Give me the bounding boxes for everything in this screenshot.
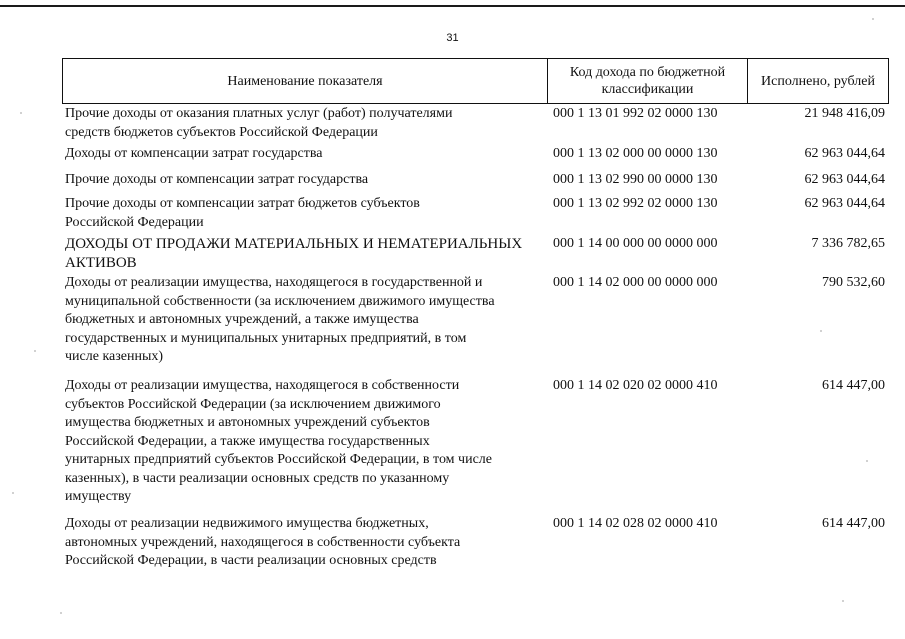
row-amount: 7 336 782,65 xyxy=(811,236,885,251)
row-code: 000 1 13 02 000 00 0000 130 xyxy=(553,146,718,161)
row-name: Прочие доходы от оказания платных услуг (работ) получателями средств бюджетов субъектов Российской Федерации xyxy=(65,106,453,140)
row-amount: 790 532,60 xyxy=(822,275,885,290)
row-amount: 62 963 044,64 xyxy=(804,172,885,187)
row-code: 000 1 13 02 990 00 0000 130 xyxy=(553,172,718,187)
row-name: Доходы от компенсации затрат государства xyxy=(65,146,323,161)
row-name: Прочие доходы от компенсации затрат бюджетов субъектов Российской Федерации xyxy=(65,196,420,230)
row-code: 000 1 13 02 992 02 0000 130 xyxy=(553,196,718,211)
row-code: 000 1 14 02 000 00 0000 000 xyxy=(553,275,718,290)
header-name: Наименование показателя xyxy=(63,59,548,103)
scan-speckle xyxy=(34,350,36,352)
row-code: 000 1 14 02 020 02 0000 410 xyxy=(553,378,718,393)
scan-speckle xyxy=(866,460,868,462)
scan-speckle xyxy=(60,612,62,614)
row-name: ДОХОДЫ ОТ ПРОДАЖИ МАТЕРИАЛЬНЫХ И НЕМАТЕРИАЛЬНЫХ АКТИВОВ xyxy=(65,236,523,271)
row-name: Доходы от реализации недвижимого имущества бюджетных, автономных учреждений, находящегося в собственности субъекта Российской Федерации, в части реализации основных средств xyxy=(65,516,461,568)
scan-speckle xyxy=(820,330,822,332)
row-amount: 21 948 416,09 xyxy=(804,106,885,121)
scan-speckle xyxy=(20,112,22,114)
scan-speckle xyxy=(872,18,874,20)
page-number: 31 xyxy=(446,32,459,44)
header-code: Код дохода по бюджетной классификации xyxy=(548,59,748,103)
row-code: 000 1 14 00 000 00 0000 000 xyxy=(553,236,718,251)
scan-speckle xyxy=(842,600,844,602)
top-rule xyxy=(0,5,905,7)
scan-speckle xyxy=(12,492,14,494)
table-header xyxy=(62,58,889,104)
row-name: Доходы от реализации имущества, находящегося в государственной и муниципальной собственности (за исключением движимого имущества бюджетных и автономных учреждений, а также имущества государственных и муниципальных унитарных предприятий, в том числе казенных) xyxy=(65,275,495,364)
row-amount: 62 963 044,64 xyxy=(804,146,885,161)
row-code: 000 1 14 02 028 02 0000 410 xyxy=(553,516,718,531)
row-name: Прочие доходы от компенсации затрат государства xyxy=(65,172,369,187)
row-name: Доходы от реализации имущества, находящегося в собственности субъектов Российской Федерации (за исключением движимого имущества бюджетных и автономных учреждений субъектов Российской Федерации, а также имущества государственных унитарных предприятий субъектов Российской Федерации, в том числе казенных), в части реализации основных средств по указанному имуществу xyxy=(65,378,492,504)
row-amount: 62 963 044,64 xyxy=(804,196,885,211)
row-amount: 614 447,00 xyxy=(822,378,885,393)
header-amount: Исполнено, рублей xyxy=(761,73,875,89)
row-amount: 614 447,00 xyxy=(822,516,885,531)
row-code: 000 1 13 01 992 02 0000 130 xyxy=(553,106,718,121)
